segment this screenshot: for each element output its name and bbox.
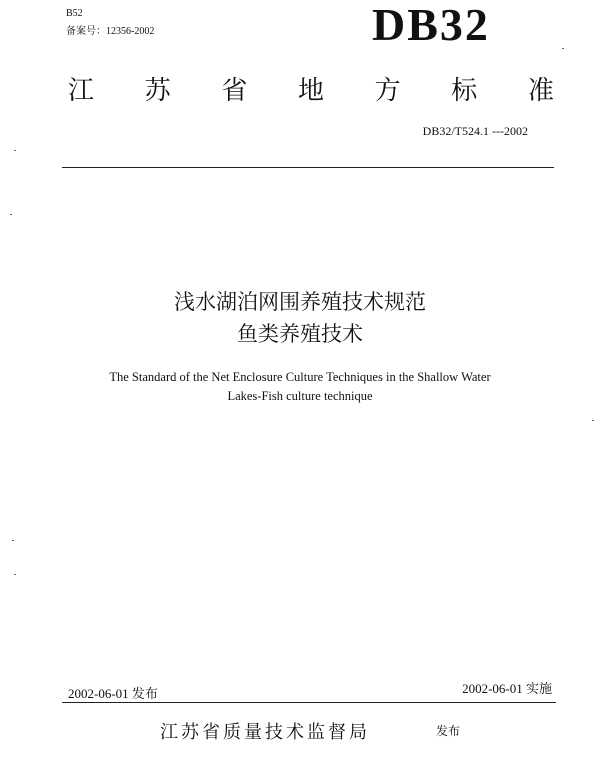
scan-speck: [592, 420, 594, 421]
standard-logo: DB32: [372, 0, 490, 50]
title-en-line2: Lakes-Fish culture technique: [227, 389, 373, 403]
bottom-divider: [62, 702, 556, 703]
org-title-char: 方: [374, 76, 401, 106]
title-cn-line1: 浅水湖泊网围养殖技术规范: [174, 290, 426, 314]
issue-date: 2002-06-01 发布: [68, 686, 158, 701]
publisher-suffix: 发布: [436, 724, 461, 738]
document-number: DB32/T524.1 ---2002: [422, 124, 528, 138]
org-title-char: 地: [297, 76, 324, 106]
top-divider: [62, 167, 554, 168]
org-title-char: 苏: [144, 76, 171, 106]
scan-speck: [10, 214, 12, 215]
scan-speck: [14, 574, 16, 575]
scan-speck: [12, 540, 14, 541]
title-en-line1: The Standard of the Net Enclosure Culture Techniques in the Shallow Water: [109, 370, 491, 384]
org-title-char: 准: [527, 76, 554, 106]
classification-code: B52: [66, 8, 83, 19]
record-number: 备案号：12356-2002: [66, 26, 155, 37]
publisher: 江苏省质量技术监督局: [160, 722, 370, 743]
scan-speck: [562, 48, 564, 49]
org-title-char: 省: [221, 76, 248, 106]
scan-speck: [14, 150, 16, 151]
implementation-date: 2002-06-01 实施: [462, 681, 552, 696]
org-title-char: 标: [451, 76, 478, 106]
org-title: [68, 70, 554, 107]
title-cn-line2: 鱼类养殖技术: [237, 322, 363, 346]
org-title-char: 江: [68, 76, 95, 106]
